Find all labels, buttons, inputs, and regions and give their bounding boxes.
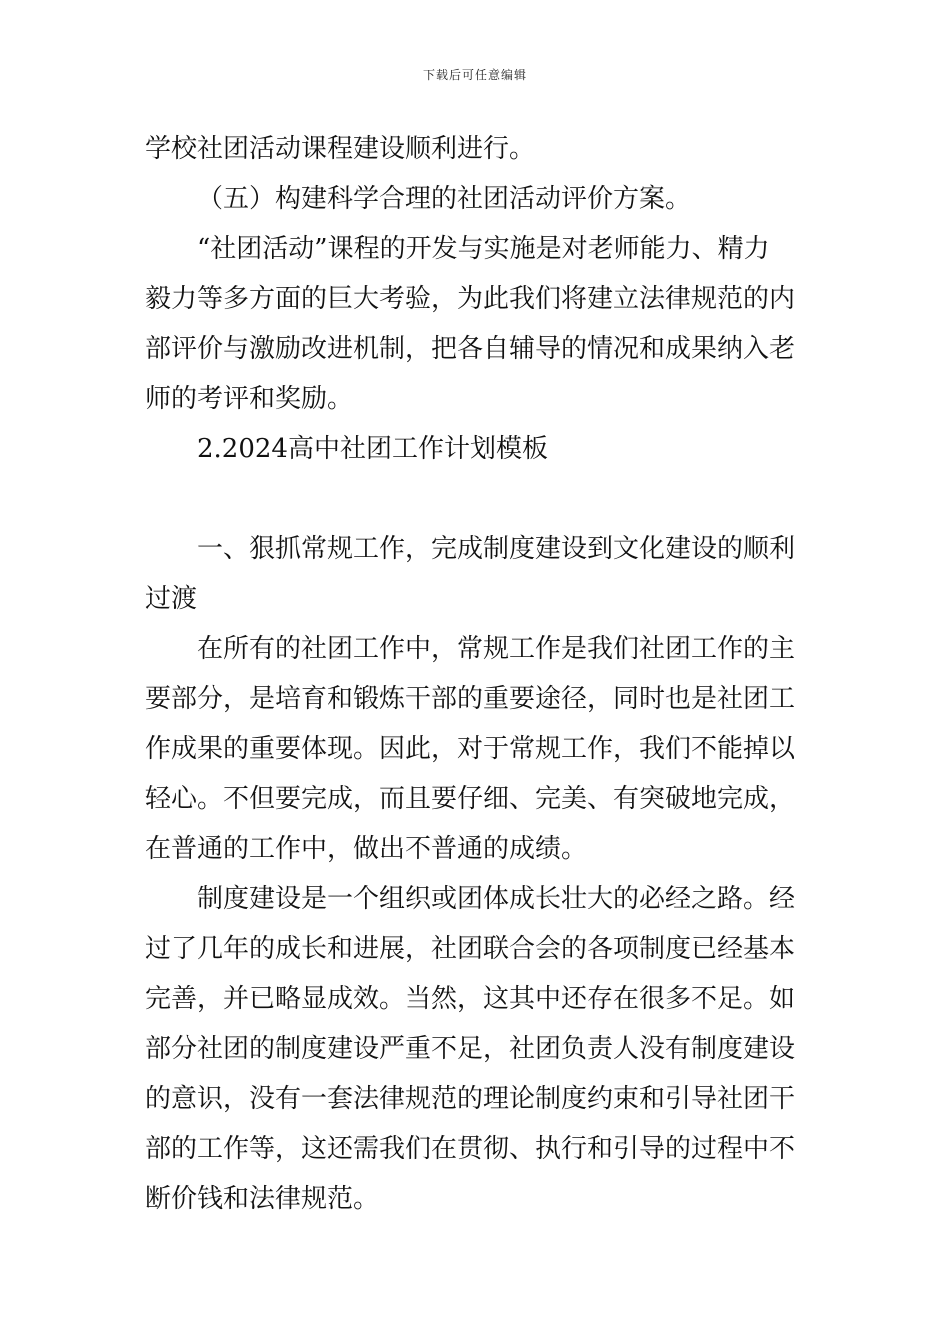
body-line: 在普通的工作中，做出不普通的成绩。	[145, 834, 588, 864]
body-line: 部评价与激励改进机制，把各自辅导的情况和成果纳入老	[145, 334, 796, 364]
section-heading: （五）构建科学合理的社团活动评价方案。	[197, 184, 692, 214]
body-line: 作成果的重要体现。因此，对于常规工作，我们不能掉以	[145, 734, 796, 764]
body-line: 完善，并已略显成效。当然，这其中还存在很多不足。如	[145, 984, 796, 1014]
body-line: 要部分，是培育和锻炼干部的重要途径，同时也是社团工	[145, 684, 796, 714]
body-line: 过了几年的成长和进展，社团联合会的各项制度已经基本	[145, 934, 796, 964]
body-line: “社团活动”课程的开发与实施是对老师能力、精力	[197, 234, 770, 264]
section-heading: 过渡	[145, 584, 198, 614]
body-line: 部的工作等，这还需我们在贯彻、执行和引导的过程中不	[145, 1134, 796, 1164]
body-line: 断价钱和法律规范。	[145, 1184, 380, 1214]
body-line: 的意识，没有一套法律规范的理论制度约束和引导社团干	[145, 1084, 796, 1114]
body-line: 学校社团活动课程建设顺利进行。	[145, 134, 536, 164]
document-title: 2.2024高中社团工作计划模板	[197, 434, 548, 464]
header-note: 下载后可任意编辑	[422, 68, 527, 82]
body-line: 在所有的社团工作中，常规工作是我们社团工作的主	[197, 634, 796, 664]
body-line: 部分社团的制度建设严重不足，社团负责人没有制度建设	[145, 1034, 796, 1064]
body-line: 轻心。不但要完成，而且要仔细、完美、有突破地完成，	[145, 784, 796, 814]
document-body	[145, 124, 810, 1224]
body-line: 毅力等多方面的巨大考验，为此我们将建立法律规范的内	[145, 284, 796, 314]
blank-line	[145, 474, 810, 524]
body-line: 师的考评和奖励。	[145, 384, 354, 414]
section-heading: 一、狠抓常规工作，完成制度建设到文化建设的顺利	[197, 534, 796, 564]
body-line: 制度建设是一个组织或团体成长壮大的必经之路。经	[197, 884, 796, 914]
